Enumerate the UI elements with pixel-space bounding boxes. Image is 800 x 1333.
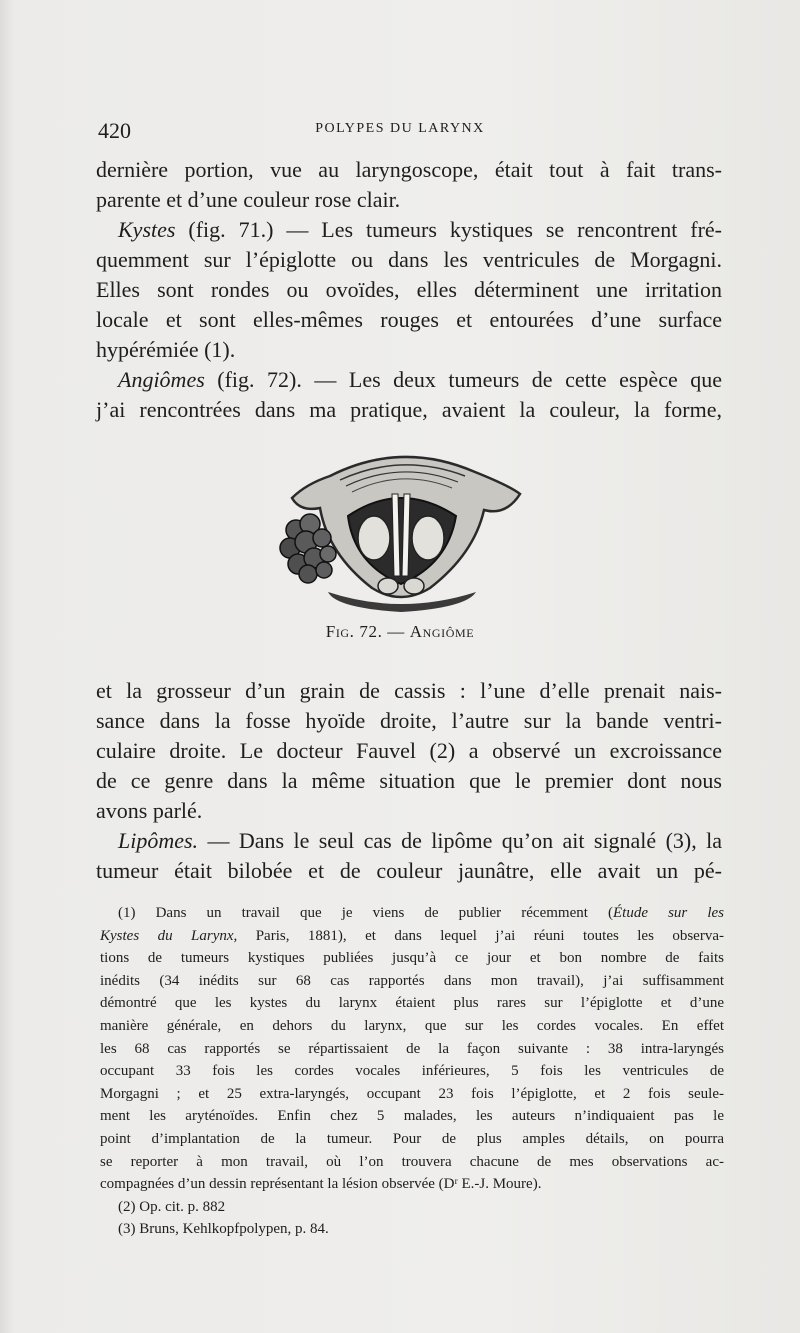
text-line: hypérémiée (1). (96, 337, 236, 362)
angioma-illustration (270, 446, 532, 614)
angiomes-term: Angiômes (118, 367, 205, 392)
text-line: dernière portion, vue au laryngoscope, était tout à fait trans- (96, 157, 722, 182)
footnote-line: ment les aryténoïdes. Enfin chez 5 malades, les auteurs n’indiquaient pas le (100, 1108, 724, 1125)
footnote-line: Kystes du Larynx, Paris, 1881), et dans lequel j’ai réuni toutes les observa- (100, 927, 724, 944)
page-header (0, 118, 800, 144)
footnote-line: tions de tumeurs kystiques publiées jusqu’à ce jour et bon nombre de faits (100, 950, 724, 967)
footnote-line: occupant 33 fois les cordes vocales inférieures, 5 fois les ventricules de (100, 1063, 724, 1080)
text-line: Elles sont rondes ou ovoïdes, elles déterminent une irritation (96, 277, 722, 302)
figure-number: Fig. 72. (325, 622, 383, 641)
footnote-line: les 68 cas rapportés se répartissaient de la façon suivante : 38 intra-laryngés (100, 1040, 724, 1057)
text-line: de ce genre dans la même situation que le premier dont nous (96, 768, 722, 793)
running-title: POLYPES DU LARYNX (315, 121, 485, 136)
footnote-line: inédits (34 inédits sur 68 cas rapportés dans mon travail), j’ai suffisamment (100, 972, 724, 989)
footnote-line: se reporter à mon travail, où l’on trouvera chacune de mes observations ac- (100, 1153, 724, 1170)
text-line: locale et sont elles-mêmes rouges et entourées d’une surface (96, 307, 722, 332)
text-line: culaire droite. Le docteur Fauvel (2) a observé un excroissance (96, 738, 722, 763)
text-line: tumeur était bilobée et de couleur jaunâtre, elle avait un pé- (96, 858, 722, 883)
footnote-line: Morgagni ; et 25 extra-laryngés, occupant 23 fois l’épiglotte, et 2 fois seule- (100, 1085, 724, 1102)
text-line: sance dans la fosse hyoïde droite, l’autre sur la bande ventri- (96, 708, 722, 733)
text-line: j’ai rencontrées dans ma pratique, avaient la couleur, la forme, (96, 397, 722, 422)
page-number: 420 (98, 118, 131, 143)
text-line: quemment sur l’épiglotte ou dans les ventricules de Morgagni. (96, 247, 722, 272)
footnote-1: (1) Dans un travail que je viens de publier récemment (Étude sur les (118, 905, 724, 921)
text-line: parente et d’une couleur rose clair. (96, 187, 401, 212)
kystes-term: Kystes (118, 217, 176, 242)
footnote-line: manière générale, en dehors du larynx, que sur les cordes vocales. En effet (100, 1017, 724, 1034)
footnote-line: compagnées d’un dessin représentant la lésion observée (Dʳ E.-J. Moure). (100, 1176, 542, 1193)
text-line: et la grosseur d’un grain de cassis : l’une d’elle prenait nais- (96, 678, 722, 703)
footnote-3: (3) Bruns, Kehlkopfpolypen, p. 84. (118, 1221, 329, 1238)
lipomes-term: Lipômes. (118, 828, 199, 853)
text-line: Lipômes. — Dans le seul cas de lipôme qu’on ait signalé (3), la (118, 828, 722, 853)
footnotes (100, 902, 724, 1241)
figure-title: Angiôme (409, 622, 475, 641)
text-line: avons parlé. (96, 798, 203, 823)
footnote-line: point d’implantation de la tumeur. Pour de plus amples détails, on pourra (100, 1130, 724, 1147)
figure-caption: Fig. 72. — Angiôme (325, 622, 475, 641)
body-text-bottom (96, 676, 722, 886)
body-text-top (96, 155, 722, 425)
footnote-line: démontré que les kystes du larynx étaient plus rares sur l’épiglotte et d’une (100, 995, 724, 1012)
footnote-2: (2) Op. cit. p. 882 (118, 1198, 226, 1215)
text-line: Kystes (fig. 71.) — Les tumeurs kystiques se rencontrent fré- (118, 217, 722, 242)
text-line: Angiômes (fig. 72). — Les deux tumeurs de cette espèce que (118, 367, 722, 392)
